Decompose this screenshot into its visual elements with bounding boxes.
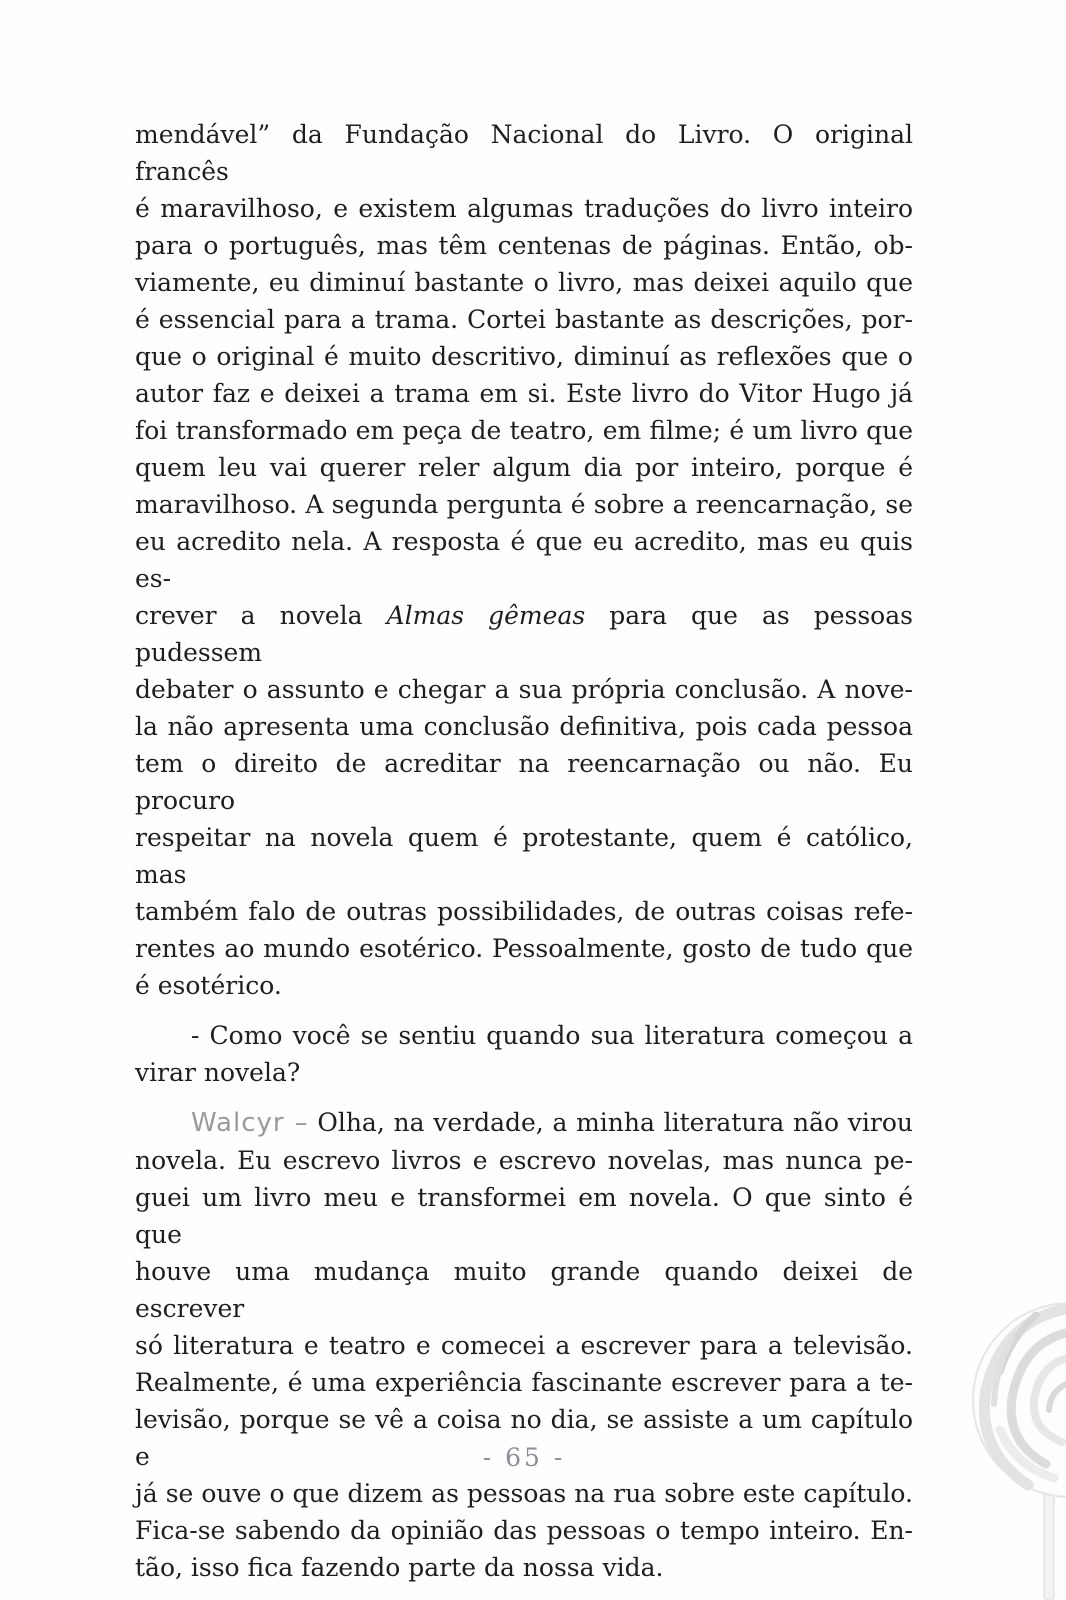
text-line: houve uma mudança muito grande quando deixei de escrever — [135, 1257, 913, 1323]
text-line: levisão, porque se vê a coisa no dia, se assiste a um capítulo e — [135, 1405, 913, 1471]
book-title-italic: Almas gêmeas — [386, 601, 586, 630]
text-line: guei um livro meu e transformei em novela. O que sinto é que — [135, 1183, 913, 1249]
text-line: que o original é muito descritivo, diminuí as reflexões que o — [135, 342, 913, 371]
text-line: debater o assunto e chegar a sua própria conclusão. A nove- — [135, 675, 913, 704]
text-line: Walcyr – Olha, na verdade, a minha literatura não virou — [191, 1108, 913, 1138]
text-line: novela. Eu escrevo livros e escrevo novelas, mas nunca pe- — [135, 1146, 913, 1175]
text-line: já se ouve o que dizem as pessoas na rua sobre este capítulo. — [135, 1479, 913, 1508]
text-line: Fica-se sabendo da opinião das pessoas o tempo inteiro. En- — [135, 1516, 913, 1545]
text-line: para o português, mas têm centenas de páginas. Então, ob- — [135, 231, 913, 260]
text-block — [135, 116, 913, 1599]
text-line: tão, isso fica fazendo parte da nossa vida. — [135, 1553, 664, 1582]
paragraph-walcyr-answer — [135, 1104, 913, 1586]
text-line: eu acredito nela. A resposta é que eu acredito, mas eu quis es- — [135, 527, 913, 593]
text-line: - Como você se sentiu quando sua literatura começou a — [191, 1021, 913, 1050]
text-line: é maravilhoso, e existem algumas traduções do livro inteiro — [135, 194, 913, 223]
text-line: só literatura e teatro e comecei a escrever para a televisão. — [135, 1331, 913, 1360]
walcyr-handwritten-label: Walcyr – — [191, 1108, 309, 1138]
text-line: crever a novela Almas gêmeas para que as pessoas pudessem — [135, 601, 913, 667]
lollipop-icon — [916, 1280, 1066, 1600]
paragraph-answer-continuation — [135, 116, 913, 1004]
text-line: viamente, eu diminuí bastante o livro, mas deixei aquilo que — [135, 268, 913, 297]
text-line: é essencial para a trama. Cortei bastante as descrições, por- — [135, 305, 913, 334]
text-line: rentes ao mundo esotérico. Pessoalmente, gosto de tudo que — [135, 934, 913, 963]
text-line: também falo de outras possibilidades, de outras coisas refe- — [135, 897, 913, 926]
text-line: virar novela? — [135, 1058, 301, 1087]
text-line: é esotérico. — [135, 971, 282, 1000]
text-line: quem leu vai querer reler algum dia por inteiro, porque é — [135, 453, 913, 482]
text-line: mendável” da Fundação Nacional do Livro. O original francês — [135, 120, 913, 186]
text-line: respeitar na novela quem é protestante, quem é católico, mas — [135, 823, 913, 889]
page-number: - 65 - — [482, 1443, 566, 1472]
text-line: la não apresenta uma conclusão definitiva, pois cada pessoa — [135, 712, 913, 741]
paragraph-interviewer-question — [135, 1017, 913, 1091]
text-line: maravilhoso. A segunda pergunta é sobre a reencarnação, se — [135, 490, 913, 519]
text-line: tem o direito de acreditar na reencarnação ou não. Eu procuro — [135, 749, 913, 815]
text-line: Realmente, é uma experiência fascinante escrever para a te- — [135, 1368, 913, 1397]
text-line: foi transformado em peça de teatro, em filme; é um livro que — [135, 416, 913, 445]
text-line: autor faz e deixei a trama em si. Este livro do Vitor Hugo já — [135, 379, 913, 408]
